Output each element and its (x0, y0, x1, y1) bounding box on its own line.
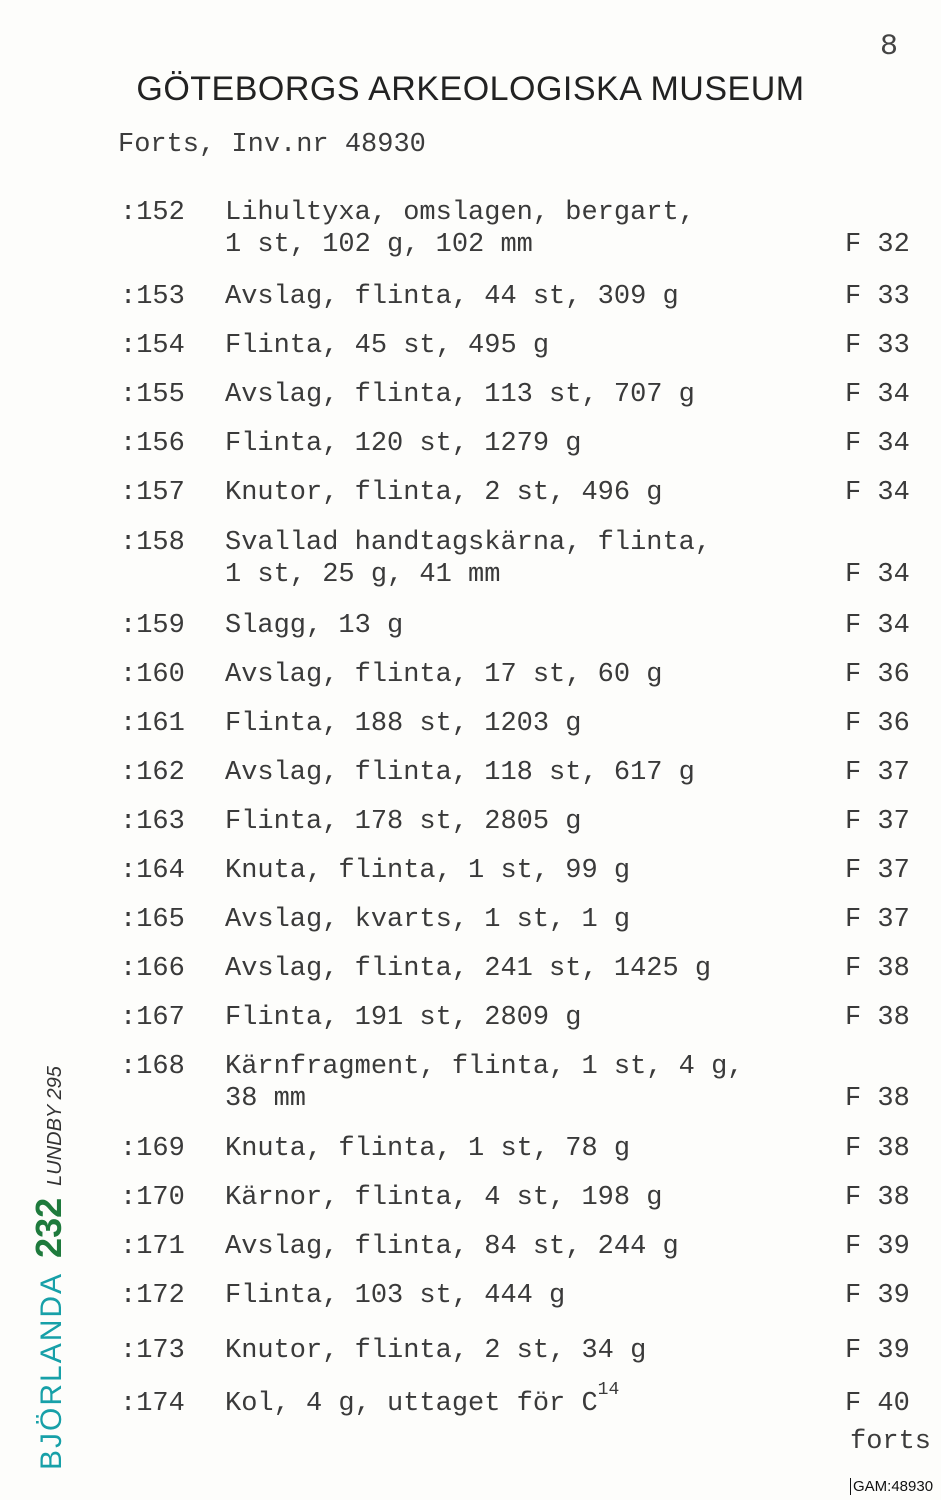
entry-description (225, 477, 662, 509)
entry-reference: F 39 (845, 1232, 910, 1262)
entry-description-text: Avslag, flinta, 118 st, 617 g (225, 758, 695, 788)
stamp-parish: BJÖRLANDA (35, 1271, 68, 1470)
entry-description-text: Avslag, flinta, 113 st, 707 g (225, 380, 695, 410)
entry-description-text: Flinta, 120 st, 1279 g (225, 429, 582, 459)
entry-number: :167 (120, 1003, 185, 1033)
entry-description-text: Knutor, flinta, 2 st, 34 g (225, 1336, 647, 1366)
entry-description-text: Avslag, kvarts, 1 st, 1 g (225, 905, 631, 935)
entry-description-text: Flinta, 191 st, 2809 g (225, 1003, 582, 1033)
entry-description-text: Avslag, flinta, 17 st, 60 g (225, 660, 663, 690)
entry-description (225, 197, 695, 261)
entry-number: :170 (120, 1183, 185, 1213)
entry-description (225, 379, 695, 411)
entry-reference: F 37 (845, 807, 910, 837)
entry-description-text: Knuta, flinta, 1 st, 99 g (225, 856, 631, 886)
entry-reference: F 38 (845, 954, 910, 984)
entry-number: :158 (120, 528, 185, 558)
entry-reference: F 33 (845, 331, 910, 361)
stamp-number: 232 (28, 1197, 69, 1258)
entry-description-text: Kol, 4 g, uttaget för C (225, 1389, 598, 1419)
entry-number: :161 (120, 709, 185, 739)
entry-description (225, 281, 679, 313)
entry-number: :166 (120, 954, 185, 984)
entry-description-text: Kärnfragment, flinta, 1 st, 4 g, 38 mm (225, 1052, 744, 1114)
entry-reference: F 34 (845, 478, 910, 508)
entry-description (225, 659, 662, 691)
entry-description (225, 428, 581, 460)
entry-reference: F 39 (845, 1281, 910, 1311)
entry-reference: F 37 (845, 856, 910, 886)
entry-description (225, 610, 403, 642)
entry-description (225, 330, 549, 362)
entry-reference: F 37 (845, 905, 910, 935)
entry-number: :162 (120, 758, 185, 788)
entry-number: :171 (120, 1232, 185, 1262)
entry-number: :172 (120, 1281, 185, 1311)
entry-number: :160 (120, 660, 185, 690)
entry-description (225, 1002, 581, 1034)
entry-reference: F 32 (845, 230, 910, 260)
entry-description (225, 1133, 630, 1165)
entry-description (225, 1182, 662, 1214)
archive-tag: GAM:48930 (850, 1478, 933, 1495)
entry-description (225, 806, 581, 838)
stamp-note: LUNDBY 295 (44, 1066, 66, 1186)
entry-reference: F 34 (845, 560, 910, 590)
continued-label: forts (850, 1427, 932, 1457)
entry-number: :157 (120, 478, 185, 508)
entry-description-text: Slagg, 13 g (225, 611, 404, 641)
entry-number: :173 (120, 1336, 185, 1366)
entry-description (225, 1335, 646, 1367)
entry-reference: F 38 (845, 1134, 910, 1164)
entry-description (225, 757, 695, 789)
museum-title: GÖTEBORGS ARKEOLOGISKA MUSEUM (136, 70, 805, 108)
side-stamp (28, 1066, 70, 1470)
entry-reference: F 33 (845, 282, 910, 312)
entry-reference: F 39 (845, 1336, 910, 1366)
entry-description (225, 1231, 679, 1263)
entry-description-text: Kärnor, flinta, 4 st, 198 g (225, 1183, 663, 1213)
entry-description (225, 953, 711, 985)
entry-reference: F 40 (845, 1389, 910, 1419)
entry-number: :159 (120, 611, 185, 641)
entry-description-text: Lihultyxa, omslagen, bergart, 1 st, 102 g, 102 mm (225, 198, 695, 260)
entry-description (225, 1380, 620, 1420)
entry-description-text: Knutor, flinta, 2 st, 496 g (225, 478, 663, 508)
entry-number: :165 (120, 905, 185, 935)
entry-number: :168 (120, 1052, 185, 1082)
entry-description (225, 904, 630, 936)
entry-description-text: Flinta, 103 st, 444 g (225, 1281, 566, 1311)
entry-reference: F 36 (845, 660, 910, 690)
entry-description (225, 1051, 743, 1115)
inventory-header: Forts, Inv.nr 48930 (118, 130, 426, 160)
entry-description (225, 527, 711, 591)
entry-description-text: Avslag, flinta, 84 st, 244 g (225, 1232, 679, 1262)
entry-number: :174 (120, 1389, 185, 1419)
entry-reference: F 38 (845, 1084, 910, 1114)
entry-description (225, 1280, 565, 1312)
entry-description-text: Knuta, flinta, 1 st, 78 g (225, 1134, 631, 1164)
entry-reference: F 34 (845, 429, 910, 459)
entry-description-text: Flinta, 45 st, 495 g (225, 331, 550, 361)
entry-description-text: Flinta, 188 st, 1203 g (225, 709, 582, 739)
entry-number: :164 (120, 856, 185, 886)
entry-description-text: Avslag, flinta, 241 st, 1425 g (225, 954, 712, 984)
entry-reference: F 34 (845, 380, 910, 410)
entry-reference: F 38 (845, 1183, 910, 1213)
entry-number: :152 (120, 198, 185, 228)
entry-description-text: Avslag, flinta, 44 st, 309 g (225, 282, 679, 312)
entry-description-text: Flinta, 178 st, 2805 g (225, 807, 582, 837)
entry-number: :156 (120, 429, 185, 459)
entry-reference: F 34 (845, 611, 910, 641)
entry-description (225, 855, 630, 887)
entry-reference: F 36 (845, 709, 910, 739)
entry-number: :155 (120, 380, 185, 410)
page-number: 8 (880, 30, 899, 64)
entry-number: :169 (120, 1134, 185, 1164)
entry-reference: F 37 (845, 758, 910, 788)
entry-number: :153 (120, 282, 185, 312)
entry-number: :154 (120, 331, 185, 361)
entry-superscript: 14 (597, 1380, 620, 1400)
entry-description-text: Svallad handtagskärna, flinta, 1 st, 25 g, 41 mm (225, 528, 712, 590)
entry-reference: F 38 (845, 1003, 910, 1033)
entry-number: :163 (120, 807, 185, 837)
entry-description (225, 708, 581, 740)
